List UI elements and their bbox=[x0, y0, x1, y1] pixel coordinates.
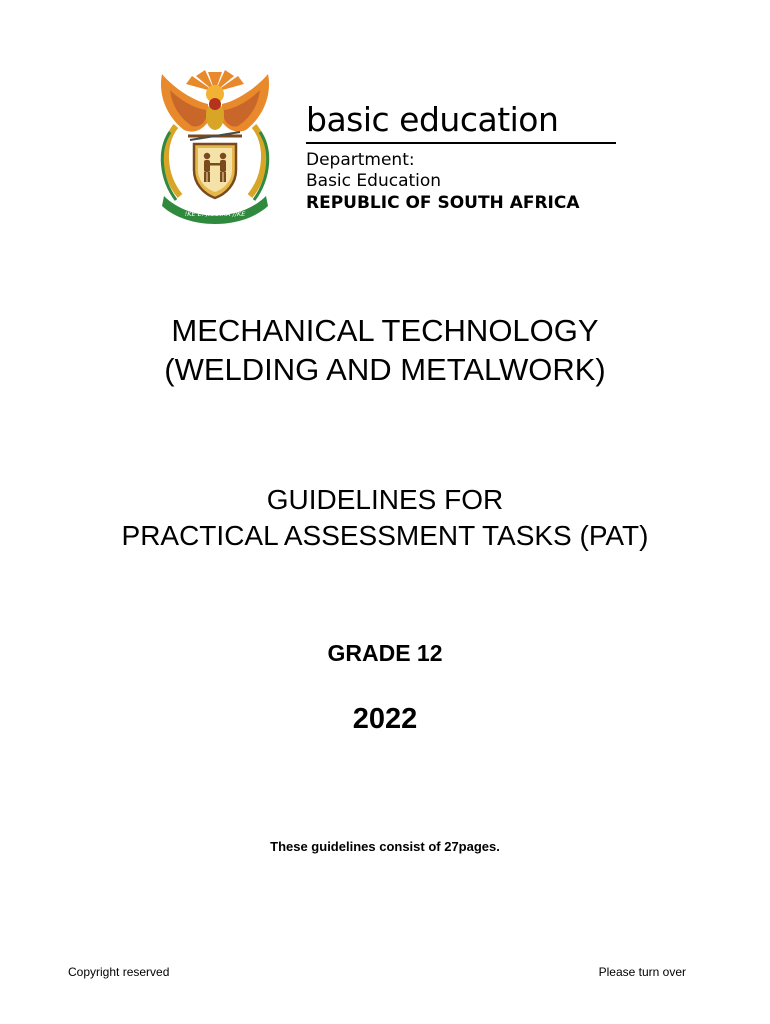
document-header bbox=[150, 70, 620, 230]
department-heading: basic education bbox=[306, 100, 616, 144]
page-count-note: These guidelines consist of 27pages. bbox=[270, 839, 500, 854]
south-africa-coat-of-arms-icon bbox=[150, 70, 280, 225]
subject-title-line: MECHANICAL TECHNOLOGY bbox=[171, 313, 599, 348]
document-title-line: GUIDELINES FOR bbox=[266, 484, 504, 515]
subject-title-line: (WELDING AND METALWORK) bbox=[164, 352, 606, 387]
logo-motto-lettering: !KE E: /XARRA //KE bbox=[184, 210, 246, 218]
grade-label: GRADE 12 bbox=[327, 640, 443, 666]
document-title-line: PRACTICAL ASSESSMENT TASKS (PAT) bbox=[121, 520, 649, 551]
document-title bbox=[0, 482, 770, 554]
year-label: 2022 bbox=[352, 703, 418, 735]
department-label: Department: bbox=[306, 150, 415, 170]
department-block bbox=[306, 100, 616, 214]
department-name: Basic Education bbox=[306, 171, 442, 191]
turn-over-notice: Please turn over bbox=[598, 965, 686, 979]
subject-title bbox=[0, 311, 770, 389]
country-name: REPUBLIC OF SOUTH AFRICA bbox=[306, 193, 580, 213]
copyright-notice: Copyright reserved bbox=[68, 965, 170, 979]
